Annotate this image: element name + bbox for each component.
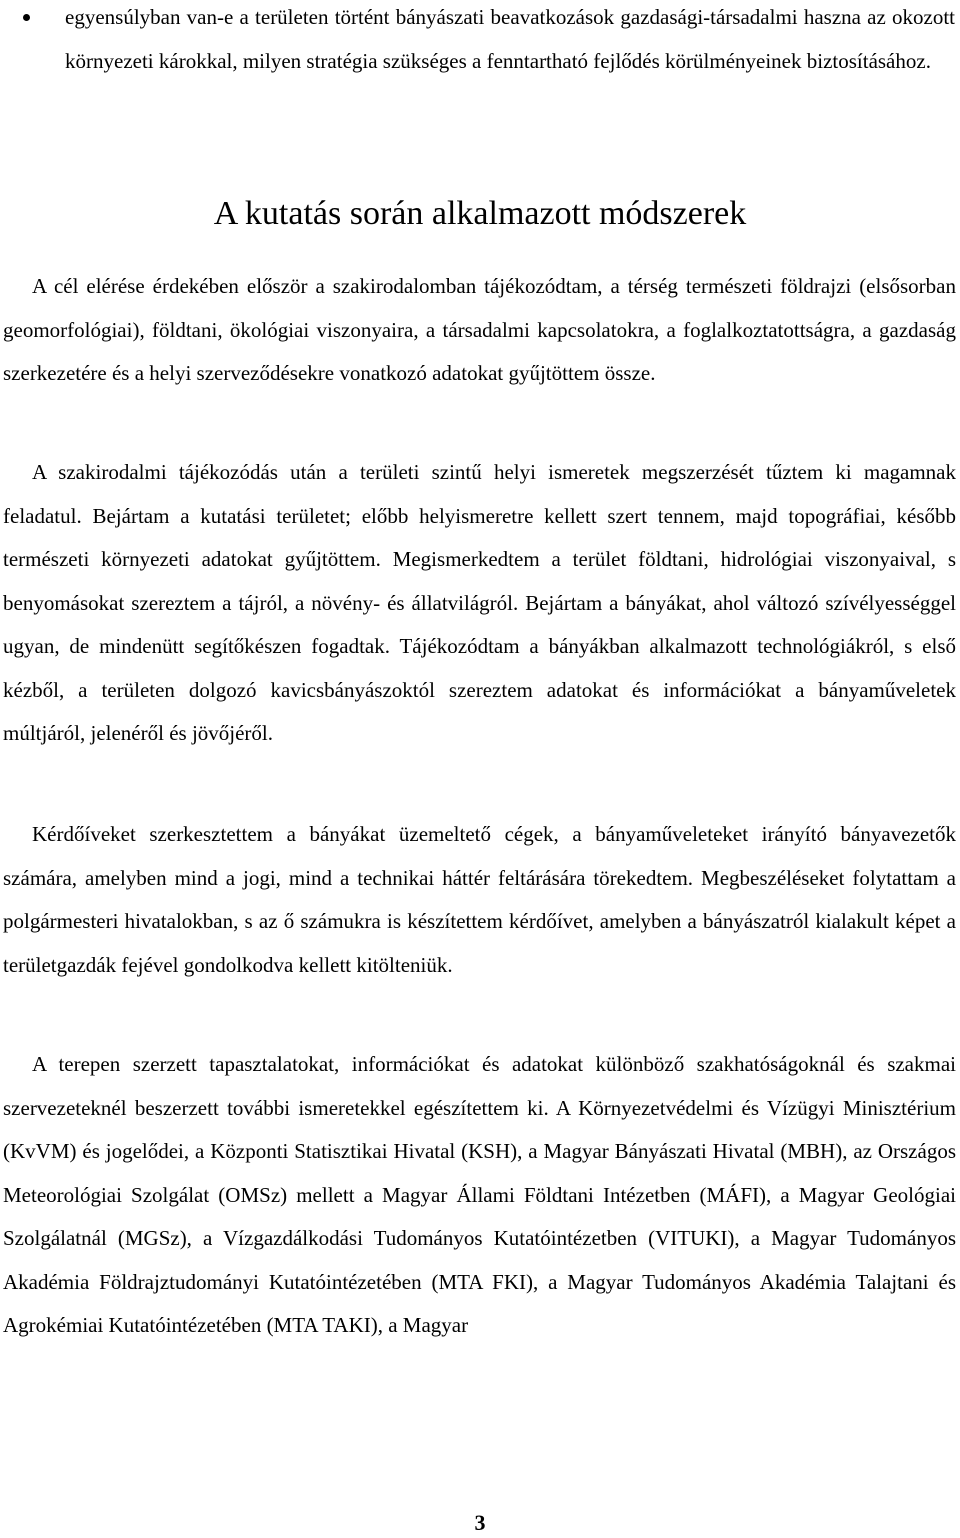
paragraph-literature: A cél elérése érdekében először a szakirodalomban tájékozódtam, a térség természeti földrajzi (elsősorban geomorfológiai), földtani, ökológiai viszonyaira, a társadalmi kapcsolatokra, a foglalkoztatottságra, a gazdaság szerkezetére és a helyi szerveződésekre vonatkozó adatokat gyűjtöttem össze. xyxy=(3,274,956,385)
paragraph-questionnaires: Kérdőíveket szerkesztettem a bányákat üzemeltető cégek, a bányaműveleteket irányító bányavezetők számára, amelyben mind a jogi, mind a technikai háttér feltárására törekedtem. Megbeszéléseket folytattam a polgármesteri hivatalokban, s az ő számukra is készítettem kérdőívet, amelyben a bányászatról kialakult képet a területgazdák fejével gondolkodva kellett kitölteniük. xyxy=(3,822,956,977)
bullet-dot-icon xyxy=(23,14,30,21)
paragraph-institutions: A terepen szerzett tapasztalatokat, információkat és adatokat különböző szakhatóságoknál és szakmai szervezeteknél beszerzett további ismeretekkel egészítettem ki. A Környezetvédelmi és Vízügyi Minisztérium (KvVM) és jogelődei, a Központi Statisztikai Hivatal (KSH), a Magyar Bányászati Hivatal (MBH), az Országos Meteorológiai Szolgálat (OMSz) mellett a Magyar Állami Földtani Intézetben (MÁFI), a Magyar Geológiai Szolgálatnál (MGSz), a Vízgazdálkodási Tudományos Kutatóintézetben (VITUKI), a Magyar Tudományos Akadémia Földrajztudományi Kutatóintézetében (MTA FKI), a Magyar Tudományos Akadémia Talajtani és Agrokémiai Kutatóintézetében (MTA TAKI), a Magyar xyxy=(3,1052,956,1337)
bullet-item-text: egyensúlyban van-e a területen történt bányászati beavatkozások gazdasági-társadalmi haszna az okozott környezeti károkkal, milyen stratégia szükséges a fenntartható fejlődés körülményeinek biztosításához. xyxy=(65,5,955,73)
page-number: 3 xyxy=(474,1510,486,1535)
paragraph-fieldwork: A szakirodalmi tájékozódás után a területi szintű helyi ismeretek megszerzését tűztem ki magamnak feladatul. Bejártam a kutatási területet; előbb helyismeretre kellett szert tennem, majd topográfiai, később természeti környezeti adatokat gyűjtöttem. Megismerkedtem a terület földtani, hidrológiai viszonyaival, s benyomásokat szereztem a tájról, a növény- és állatvilágról. Bejártam a bányákat, ahol változó szívélyességgel ugyan, de mindenütt segítőkészen fogadtak. Tájékozódtam a bányákban alkalmazott technológiákról, s első kézből, a területen dolgozó kavicsbányászoktól szereztem adatokat és információkat a bányaműveletek múltjáról, jelenéről és jövőjéről. xyxy=(3,460,956,745)
bullet-list-item xyxy=(65,0,955,83)
section-heading: A kutatás során alkalmazott módszerek xyxy=(213,195,747,232)
